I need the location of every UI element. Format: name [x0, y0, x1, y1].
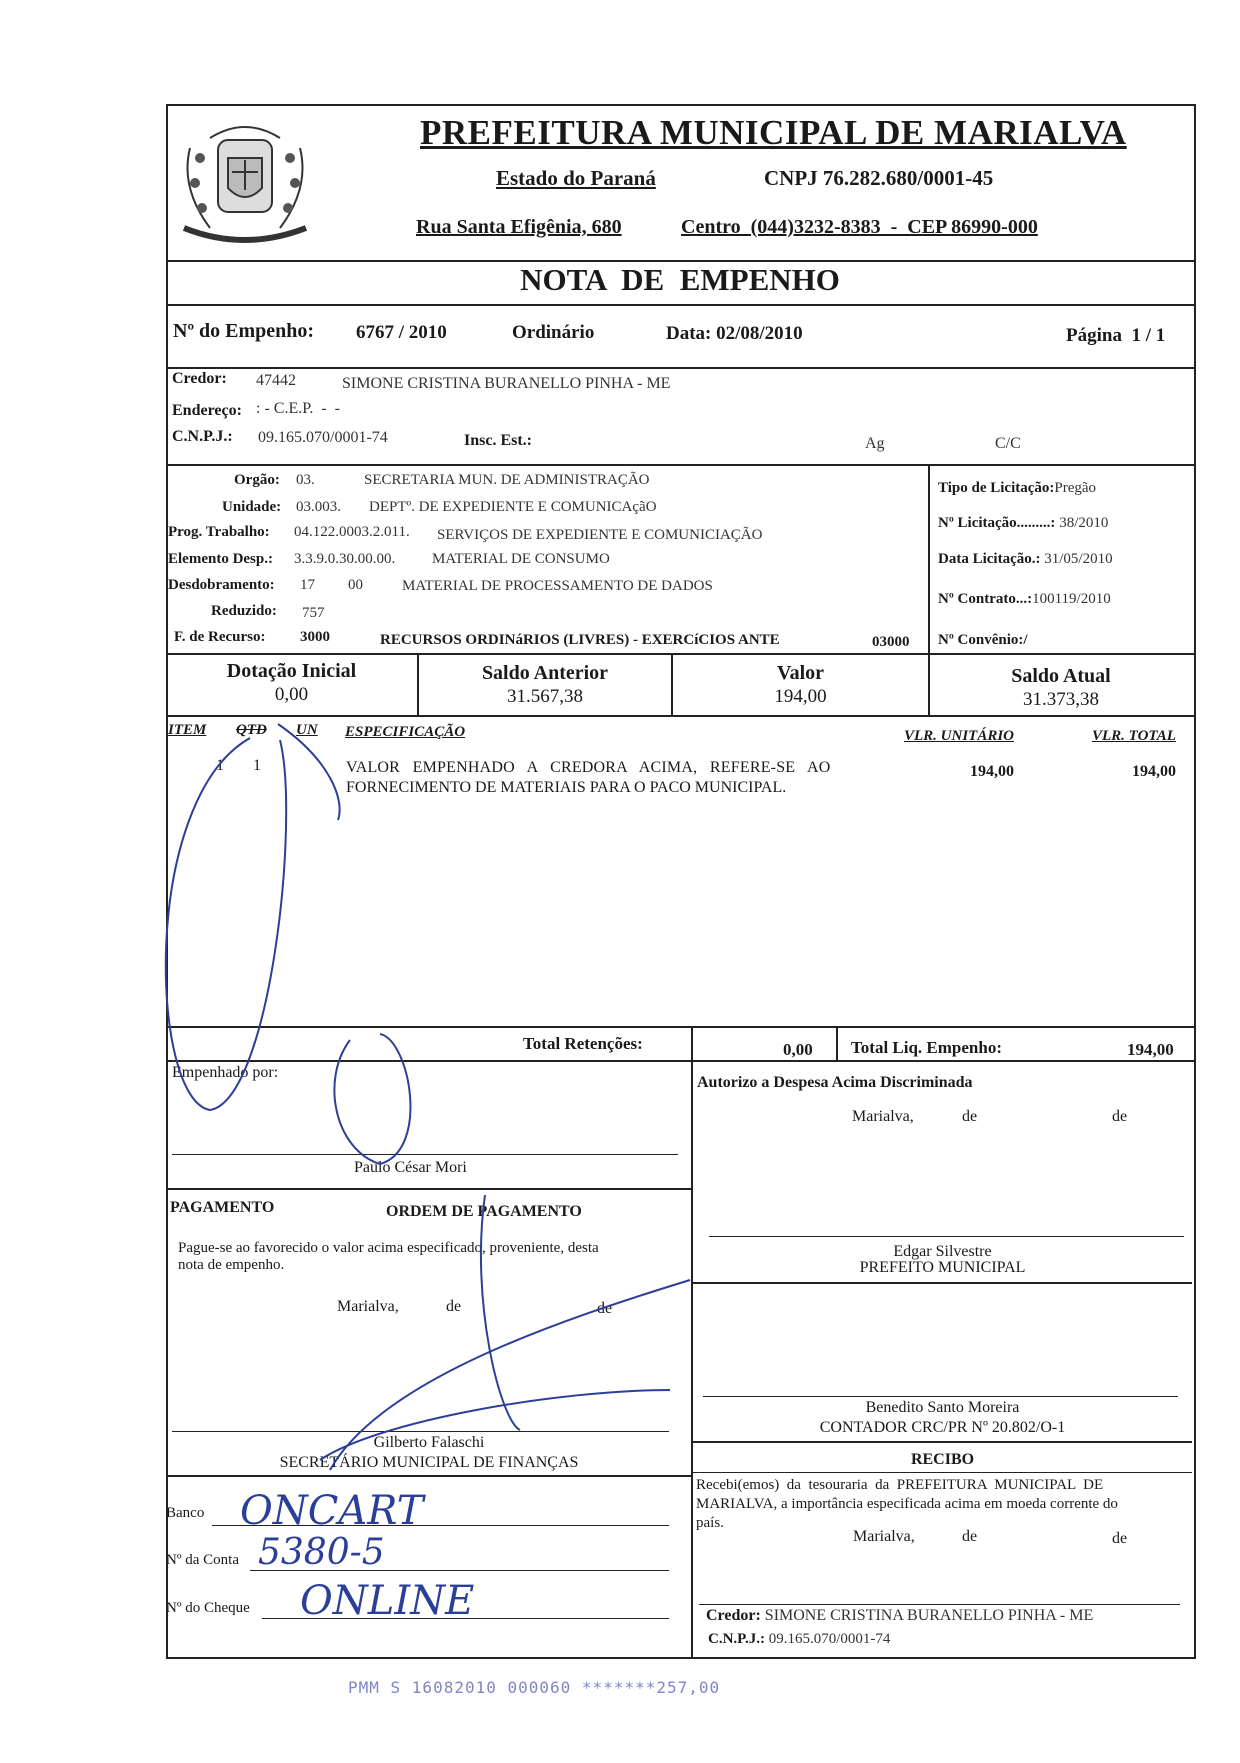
recurso-desc: RECURSOS ORDINáRIOS (LIVRES) - EXERCíCIOS ANTE	[380, 632, 780, 648]
recibo-text3: país.	[696, 1515, 724, 1531]
ag-label: Ag	[865, 435, 885, 452]
prog-code: 04.122.0003.2.011.	[294, 524, 410, 540]
item-vlr-unitario: 194,00	[970, 763, 1014, 780]
conta-label: Nº da Conta	[166, 1552, 239, 1568]
orgao-label: Orgão:	[234, 472, 280, 488]
pen-signature-mark	[320, 1280, 690, 1470]
credor-name: SIMONE CRISTINA BURANELLO PINHA - ME	[342, 375, 671, 392]
pagamento-place: Marialva,	[337, 1298, 399, 1315]
state-name: Estado do Paraná	[496, 166, 656, 190]
item-spec-line2: FORNECIMENTO DE MATERIAIS PARA O PACO MUNICIPAL.	[346, 779, 787, 796]
prefeito-title: PREFEITO MUNICIPAL	[859, 1259, 1026, 1276]
insc-est-label: Insc. Est.:	[464, 432, 533, 449]
numero-licitacao: Nº Licitação.........: 38/2010	[938, 515, 1109, 531]
endereco-label: Endereço:	[172, 402, 242, 419]
item-number: 1	[216, 757, 224, 774]
desdobramento-label: Desdobramento:	[168, 577, 275, 593]
endereco-value: : - C.E.P. - -	[256, 400, 340, 417]
col-qtd: QTD	[236, 722, 267, 738]
autorizo-place: Marialva,	[852, 1108, 914, 1125]
recurso-code2: 03000	[872, 634, 910, 650]
col-especificacao: ESPECIFICAÇÃO	[345, 724, 466, 740]
autorizo-de2: de	[1112, 1108, 1128, 1125]
data-licitacao: Data Licitação.: 31/05/2010	[938, 551, 1113, 567]
autorizo-label: Autorizo a Despesa Acima Discriminada	[697, 1074, 973, 1091]
valor-value: 194,00	[774, 686, 827, 707]
reduzido-code: 757	[302, 605, 325, 621]
credor-code: 47442	[256, 372, 296, 389]
conta-value: 5380-5	[258, 1532, 385, 1573]
saldo-anterior-value: 31.567,38	[507, 686, 583, 707]
recibo-de1: de	[962, 1528, 978, 1545]
pagamento-text1: Pague-se ao favorecido o valor acima especificado, proveniente, desta	[178, 1240, 599, 1256]
address: Rua Santa Efigênia, 680	[416, 216, 622, 238]
col-item: ITEM	[168, 722, 207, 738]
cnpj-label: C.N.P.J.:	[172, 428, 233, 445]
unidade-code: 03.003.	[296, 499, 341, 515]
municipality-title: PREFEITURA MUNICIPAL DE MARIALVA	[420, 113, 1127, 152]
elemento-label: Elemento Desp.:	[168, 551, 273, 567]
liquido-value: 194,00	[1127, 1040, 1174, 1059]
secretario-name: Gilberto Falaschi	[373, 1434, 485, 1451]
cnpj-header: CNPJ 76.282.680/0001-45	[764, 166, 994, 190]
recurso-code: 3000	[300, 629, 330, 645]
autorizo-de1: de	[962, 1108, 978, 1125]
orgao-desc: SECRETARIA MUN. DE ADMINISTRAÇÃO	[364, 472, 650, 488]
item-spec-line1: VALOR EMPENHADO A CREDORA ACIMA, REFERE-SE AO	[346, 759, 831, 776]
tipo-licitacao: Tipo de Licitação:Pregão	[938, 480, 1097, 496]
reduzido-label: Reduzido:	[211, 603, 277, 619]
prefeito-name: Edgar Silvestre	[893, 1243, 992, 1260]
contact-info: Centro (044)3232-8383 - CEP 86990-000	[681, 216, 1038, 238]
ordem-pagamento-label: ORDEM DE PAGAMENTO	[386, 1203, 582, 1220]
numero-contrato: Nº Contrato...:100119/2010	[938, 591, 1111, 607]
recibo-credor: Credor: SIMONE CRISTINA BURANELLO PINHA - ME	[706, 1607, 1094, 1624]
recibo-de2: de	[1112, 1530, 1128, 1547]
desdobramento-code2: 00	[348, 577, 363, 593]
contador-title: CONTADOR CRC/PR Nº 20.802/O-1	[819, 1419, 1066, 1436]
pen-loop-mark	[166, 738, 286, 1110]
pagamento-de1: de	[446, 1298, 462, 1315]
valor-label: Valor	[776, 662, 825, 684]
desdobramento-desc: MATERIAL DE PROCESSAMENTO DE DADOS	[402, 578, 713, 594]
empenho-number: 6767 / 2010	[356, 322, 447, 343]
liquido-label: Total Liq. Empenho:	[851, 1038, 1002, 1057]
pagamento-label: PAGAMENTO	[170, 1199, 275, 1216]
recibo-place: Marialva,	[853, 1528, 915, 1545]
credor-label: Credor:	[172, 370, 227, 387]
saldo-atual-value: 31.373,38	[1023, 689, 1099, 710]
prog-desc: SERVIÇOS DE EXPEDIENTE E COMUNICIAÇÃO	[437, 527, 763, 543]
retencoes-label: Total Retenções:	[523, 1034, 643, 1053]
retencoes-value: 0,00	[783, 1040, 813, 1059]
elemento-desc: MATERIAL DE CONSUMO	[432, 551, 610, 567]
empenhado-name: Paulo César Mori	[354, 1159, 467, 1176]
desdobramento-code: 17	[300, 577, 315, 593]
unidade-desc: DEPTº. DE EXPEDIENTE E COMUNICAçãO	[369, 499, 657, 515]
pen-ordem-mark	[481, 1195, 520, 1430]
page-number: Página 1 / 1	[1066, 325, 1166, 346]
numero-convenio: Nº Convênio:/	[938, 632, 1028, 648]
cc-label: C/C	[995, 435, 1021, 452]
col-un: UN	[296, 722, 318, 738]
cnpj-value: 09.165.070/0001-74	[258, 429, 388, 446]
col-vlr-total: VLR. TOTAL	[1092, 728, 1176, 744]
contador-name: Benedito Santo Moreira	[865, 1399, 1020, 1416]
banco-label: Banco	[166, 1505, 205, 1521]
cheque-label: Nº do Cheque	[166, 1600, 250, 1616]
document-title: NOTA DE EMPENHO	[520, 262, 840, 297]
pagamento-de2: de	[597, 1300, 613, 1317]
cheque-value: ONLINE	[300, 1578, 475, 1624]
item-vlr-total: 194,00	[1132, 763, 1176, 780]
secretario-title: SECRETÁRIO MUNICIPAL DE FINANÇAS	[279, 1454, 579, 1471]
empenho-type: Ordinário	[512, 322, 595, 343]
empenho-label: Nº do Empenho:	[173, 320, 315, 342]
saldo-anterior-label: Saldo Anterior	[481, 662, 609, 684]
prog-label: Prog. Trabalho:	[168, 524, 270, 540]
pagamento-text2: nota de empenho.	[178, 1257, 285, 1273]
pen-empenho-mark	[334, 1034, 410, 1164]
recibo-cnpj: C.N.P.J.: 09.165.070/0001-74	[708, 1631, 891, 1647]
saldo-atual-label: Saldo Atual	[1011, 665, 1111, 687]
recibo-text2: MARIALVA, a importância especificada acima em moeda corrente do	[696, 1496, 1118, 1512]
dotacao-label: Dotação Inicial	[226, 660, 357, 682]
recibo-title: RECIBO	[910, 1451, 975, 1468]
item-qtd: 1	[253, 757, 261, 774]
recurso-label: F. de Recurso:	[174, 629, 266, 645]
dotacao-value: 0,00	[274, 684, 309, 705]
bank-stamp: PMM S 16082010 000060 *******257,00	[348, 1678, 721, 1697]
col-vlr-unitario: VLR. UNITÁRIO	[904, 728, 1015, 744]
elemento-code: 3.3.9.0.30.00.00.	[294, 551, 396, 567]
recibo-text1: Recebi(emos) da tesouraria da PREFEITURA MUNICIPAL DE	[696, 1477, 1104, 1493]
pen-slash-mark	[278, 724, 340, 820]
orgao-code: 03.	[296, 472, 315, 488]
banco-value: ONCART	[240, 1488, 424, 1534]
empenho-date: Data: 02/08/2010	[666, 323, 803, 344]
empenhado-label: Empenhado por:	[172, 1064, 279, 1081]
unidade-label: Unidade:	[222, 499, 282, 515]
